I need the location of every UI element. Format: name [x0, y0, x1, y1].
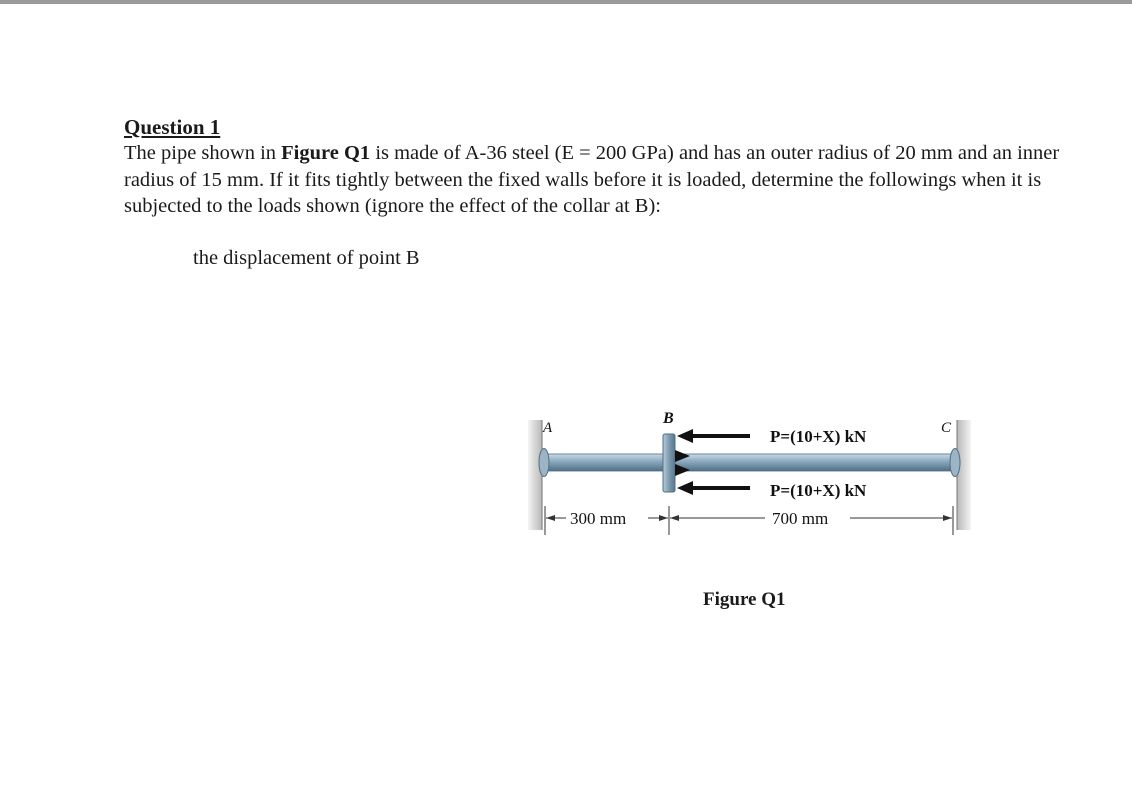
load-label-bottom: P=(10+X) kN: [770, 481, 867, 500]
dim-arrow-right-b: [943, 515, 952, 521]
question-block: [124, 114, 1064, 220]
figure-reference: Figure Q1: [281, 142, 371, 164]
question-body-part2: is made of A-36 steel (E = 200 GPa) and has an outer radius of 20 mm and an inner radius of 15 mm. If it fits tightly between the fixed walls before it is loaded, determine the followings when it is subjected to the loads shown (ignore the effect of the collar at B):: [124, 142, 1060, 217]
load-arrow-bottom-head: [677, 481, 693, 495]
dim-700: 700 mm: [772, 509, 829, 528]
figure-q1: [520, 390, 980, 550]
dim-arrow-left-b: [659, 515, 668, 521]
wall-c: [957, 420, 971, 530]
collar-b: [663, 434, 675, 492]
question-body: [124, 140, 1064, 220]
question-title: Question 1: [124, 115, 221, 139]
flange-a: [539, 449, 549, 477]
wall-a: [528, 420, 542, 530]
question-body-part1: The pipe shown in: [124, 142, 282, 164]
load-arrow-top-head: [677, 429, 693, 443]
label-b: B: [663, 410, 674, 427]
question-item: the displacement of point B: [193, 247, 420, 269]
flange-c: [950, 449, 960, 477]
dim-arrow-left-a: [546, 515, 555, 521]
dim-300: 300 mm: [570, 509, 627, 528]
dim-arrow-right-a: [670, 515, 679, 521]
pipe-diagram: [520, 390, 980, 550]
top-border: [0, 0, 1132, 4]
label-a: A: [543, 420, 553, 436]
pipe: [542, 454, 957, 471]
figure-caption: Figure Q1: [703, 589, 786, 610]
label-c: C: [941, 420, 952, 436]
load-label-top: P=(10+X) kN: [770, 427, 867, 446]
